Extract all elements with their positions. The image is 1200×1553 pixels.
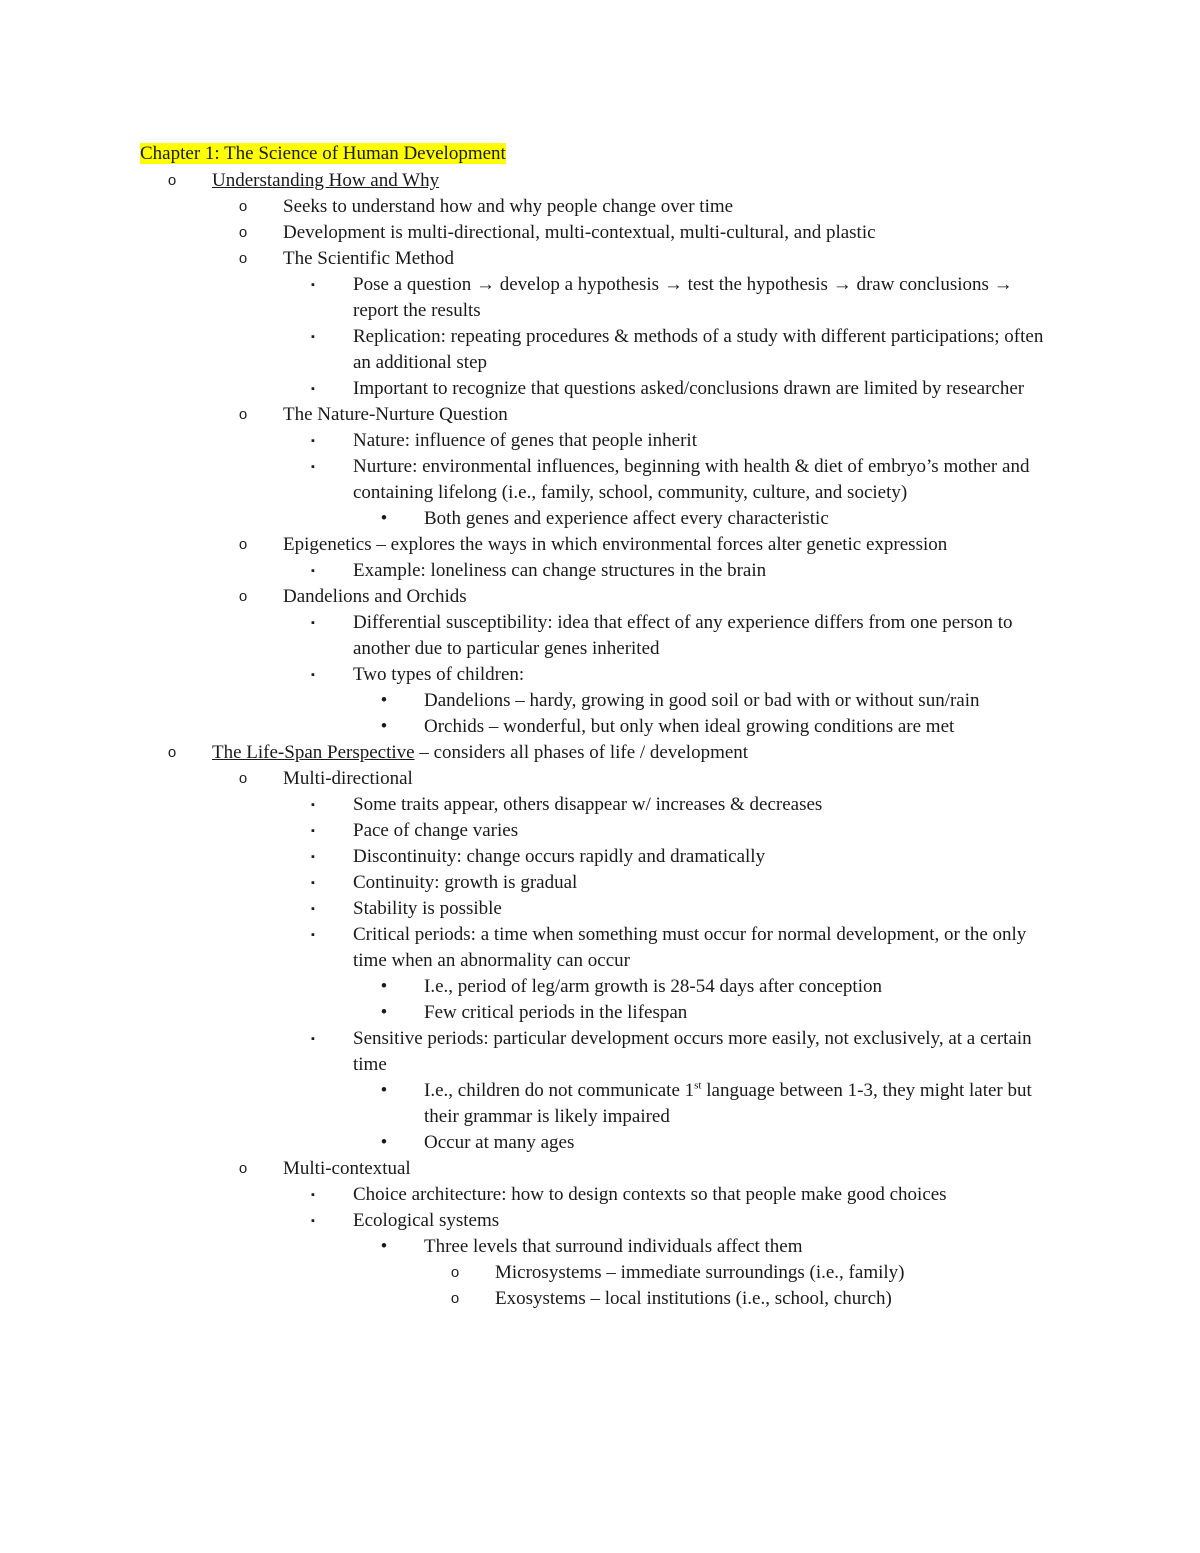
outline-item <box>0 870 1200 896</box>
dot-bullet-icon: • <box>380 690 388 711</box>
square-bullet-icon: ▪ <box>311 929 315 941</box>
outline-item-text <box>353 844 1060 870</box>
outline-item <box>0 428 1200 454</box>
outline-item-label: Choice architecture: how to design contexts so that people make good choices <box>353 1184 947 1205</box>
outline-item-label: Dandelions and Orchids <box>283 586 467 607</box>
outline-item-label: Few critical periods in the lifespan <box>424 1002 688 1023</box>
outline-item-label: The Scientific Method <box>283 248 454 269</box>
outline-item-label: Differential susceptibility: idea that effect of any experience differs from one person to another due to particular genes inherited <box>353 612 1013 659</box>
outline-item <box>0 1234 1200 1260</box>
outline-item-label: Development is multi-directional, multi-contextual, multi-cultural, and plastic <box>283 222 876 243</box>
outline-item-label: Seeks to understand how and why people change over time <box>283 196 734 217</box>
outline-item-text <box>283 246 1060 272</box>
outline-item-label: Sensitive periods: particular development occurs more easily, not exclusively, at a certain time <box>353 1028 1032 1075</box>
superscript: st <box>694 1079 702 1092</box>
outline-item <box>0 1208 1200 1234</box>
outline-item-text <box>353 1208 1060 1234</box>
outline-item-label: Discontinuity: change occurs rapidly and dramatically <box>353 846 766 867</box>
circle-bullet-icon: o <box>238 770 248 787</box>
outline-item-label: Nature: influence of genes that people inherit <box>353 430 697 451</box>
dot-bullet-icon: • <box>380 716 388 737</box>
outline-item <box>0 506 1200 532</box>
square-bullet-icon: ▪ <box>311 1189 315 1201</box>
outline-item <box>0 922 1200 974</box>
circle-bullet-icon: o <box>238 536 248 553</box>
outline-item-text <box>283 402 1060 428</box>
outline-item-label: Two types of children: <box>353 664 525 685</box>
outline-item-label: Occur at many ages <box>424 1132 575 1153</box>
square-bullet-icon: ▪ <box>311 903 315 915</box>
square-bullet-icon: ▪ <box>311 1033 315 1045</box>
outline-item-label: Orchids – wonderful, but only when ideal growing conditions are met <box>424 716 955 737</box>
outline-item-text <box>424 1130 1060 1156</box>
outline-item-label: Critical periods: a time when something must occur for normal development, or the only time when an abnormality can occur <box>353 924 1027 971</box>
outline-item <box>0 766 1200 792</box>
outline-list <box>0 168 1200 1312</box>
outline-item-text <box>353 558 1060 584</box>
outline-item <box>0 1260 1200 1286</box>
outline-item <box>0 688 1200 714</box>
square-bullet-icon: ▪ <box>311 331 315 343</box>
square-bullet-icon: ▪ <box>311 877 315 889</box>
dot-bullet-icon: • <box>380 1080 388 1101</box>
outline-item <box>0 532 1200 558</box>
outline-item-text <box>353 818 1060 844</box>
circle-bullet-icon: o <box>450 1264 460 1281</box>
outline-item-text <box>353 610 1060 662</box>
dot-bullet-icon: • <box>380 976 388 997</box>
outline-item <box>0 246 1200 272</box>
outline-item-label: Some traits appear, others disappear w/ increases & decreases <box>353 794 823 815</box>
circle-bullet-icon: o <box>238 588 248 605</box>
square-bullet-icon: ▪ <box>311 435 315 447</box>
square-bullet-icon: ▪ <box>311 617 315 629</box>
outline-item <box>0 1130 1200 1156</box>
outline-item <box>0 558 1200 584</box>
outline-item <box>0 272 1200 324</box>
outline-item-label: I.e., children do not communicate 1 <box>424 1080 695 1101</box>
outline-item-text <box>283 194 1060 220</box>
outline-item-text <box>424 506 1060 532</box>
outline-item <box>0 1000 1200 1026</box>
square-bullet-icon: ▪ <box>311 1215 315 1227</box>
outline-item-label: Pose a question → develop a hypothesis → test the hypothesis → draw conclusions → report the results <box>353 274 1013 321</box>
outline-item <box>0 194 1200 220</box>
circle-bullet-icon: o <box>238 1160 248 1177</box>
outline-item-text <box>283 1156 1060 1182</box>
outline-item-label: Replication: repeating procedures & methods of a study with different participations; often an additional step <box>353 326 1044 373</box>
dot-bullet-icon: • <box>380 508 388 529</box>
outline-item-text <box>212 740 1060 766</box>
outline-item <box>0 896 1200 922</box>
circle-bullet-icon: o <box>238 250 248 267</box>
outline-item-text <box>212 168 1060 194</box>
outline-item-label: Nurture: environmental influences, beginning with health & diet of embryo’s mother and containing lifelong (i.e., family, school, community, culture, and society) <box>353 456 1030 503</box>
outline-item-text <box>353 454 1060 506</box>
outline-item-label: Exosystems – local institutions (i.e., school, church) <box>495 1288 892 1309</box>
circle-bullet-icon: o <box>238 224 248 241</box>
square-bullet-icon: ▪ <box>311 669 315 681</box>
outline-item-label: Example: loneliness can change structures in the brain <box>353 560 767 581</box>
outline-item-label: Three levels that surround individuals affect them <box>424 1236 803 1257</box>
outline-item-label: Understanding How and Why <box>212 170 440 191</box>
circle-bullet-icon: o <box>238 198 248 215</box>
outline-item-text <box>424 688 1060 714</box>
outline-item <box>0 792 1200 818</box>
outline-item <box>0 1078 1200 1130</box>
circle-bullet-icon: o <box>450 1290 460 1307</box>
outline-item-label: Epigenetics – explores the ways in which environmental forces alter genetic expression <box>283 534 948 555</box>
outline-item-text <box>353 428 1060 454</box>
outline-item-suffix: – considers all phases of life / development <box>414 742 749 763</box>
outline-item-text <box>353 1182 1060 1208</box>
dot-bullet-icon: • <box>380 1236 388 1257</box>
outline-item-label: Multi-directional <box>283 768 413 789</box>
outline-item <box>0 584 1200 610</box>
outline-item-text <box>353 662 1060 688</box>
outline-item-suffix: language between 1-3, they might later but their grammar is likely impaired <box>424 1080 1032 1127</box>
square-bullet-icon: ▪ <box>311 565 315 577</box>
outline-item-label: Ecological systems <box>353 1210 500 1231</box>
outline-item-label: Both genes and experience affect every characteristic <box>424 508 829 529</box>
outline-item-label: Important to recognize that questions asked/conclusions drawn are limited by researcher <box>353 378 1025 399</box>
outline-item <box>0 740 1200 766</box>
outline-item <box>0 1156 1200 1182</box>
outline-item-text <box>353 376 1060 402</box>
outline-item <box>0 610 1200 662</box>
outline-item <box>0 402 1200 428</box>
outline-item <box>0 454 1200 506</box>
square-bullet-icon: ▪ <box>311 461 315 473</box>
square-bullet-icon: ▪ <box>311 279 315 291</box>
outline-item-text <box>353 792 1060 818</box>
chapter-title <box>140 140 1200 168</box>
outline-item <box>0 376 1200 402</box>
outline-item-label: Pace of change varies <box>353 820 519 841</box>
outline-item <box>0 220 1200 246</box>
outline-item <box>0 1026 1200 1078</box>
outline-item-label: Dandelions – hardy, growing in good soil or bad with or without sun/rain <box>424 690 980 711</box>
outline-item-text <box>424 1078 1060 1130</box>
outline-item-text <box>495 1260 1060 1286</box>
outline-item-text <box>424 974 1060 1000</box>
outline-item-label: Microsystems – immediate surroundings (i.e., family) <box>495 1262 905 1283</box>
square-bullet-icon: ▪ <box>311 799 315 811</box>
outline-item-text <box>283 766 1060 792</box>
outline-item-text <box>353 1026 1060 1078</box>
outline-item <box>0 662 1200 688</box>
circle-bullet-icon: o <box>238 406 248 423</box>
outline-item <box>0 1286 1200 1312</box>
outline-item <box>0 168 1200 194</box>
outline-item-text <box>353 324 1060 376</box>
outline-item <box>0 974 1200 1000</box>
outline-item-text <box>424 1000 1060 1026</box>
outline-item <box>0 714 1200 740</box>
outline-item-text <box>424 714 1060 740</box>
outline-item-label: Continuity: growth is gradual <box>353 872 578 893</box>
outline-item-text <box>353 896 1060 922</box>
dot-bullet-icon: • <box>380 1002 388 1023</box>
circle-bullet-icon: o <box>167 744 177 761</box>
document-page <box>0 140 1200 1312</box>
outline-item-label: The Nature-Nurture Question <box>283 404 508 425</box>
outline-item <box>0 818 1200 844</box>
outline-item <box>0 324 1200 376</box>
outline-item-text <box>353 922 1060 974</box>
outline-item-text <box>495 1286 1060 1312</box>
outline-item-text <box>283 532 1060 558</box>
outline-item <box>0 1182 1200 1208</box>
outline-item-label: I.e., period of leg/arm growth is 28-54 days after conception <box>424 976 882 997</box>
chapter-title-highlight: Chapter 1: The Science of Human Development <box>140 143 506 164</box>
outline-item-text <box>353 272 1060 324</box>
outline-item-label: The Life-Span Perspective <box>212 742 415 763</box>
outline-item-label: Multi-contextual <box>283 1158 411 1179</box>
outline-item-text <box>283 584 1060 610</box>
square-bullet-icon: ▪ <box>311 383 315 395</box>
outline-item-label: Stability is possible <box>353 898 502 919</box>
square-bullet-icon: ▪ <box>311 851 315 863</box>
square-bullet-icon: ▪ <box>311 825 315 837</box>
outline-item-text <box>424 1234 1060 1260</box>
outline-item <box>0 844 1200 870</box>
outline-item-text <box>283 220 1060 246</box>
circle-bullet-icon: o <box>167 172 177 189</box>
outline-item-text <box>353 870 1060 896</box>
dot-bullet-icon: • <box>380 1132 388 1153</box>
